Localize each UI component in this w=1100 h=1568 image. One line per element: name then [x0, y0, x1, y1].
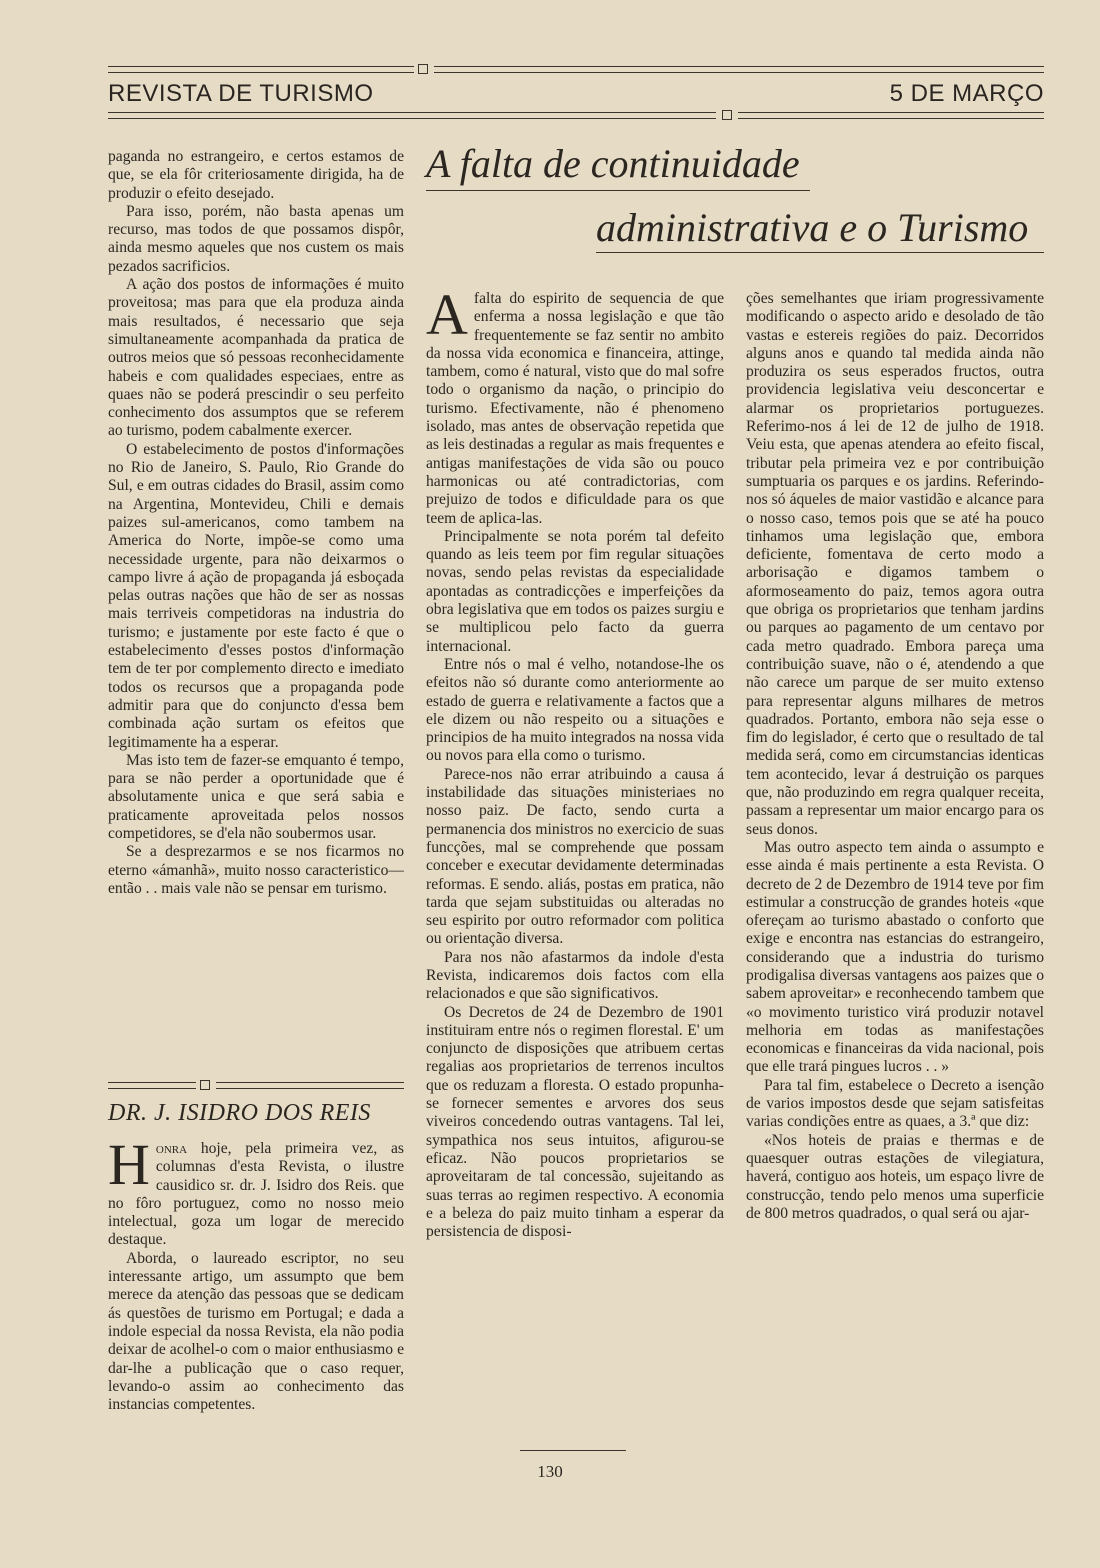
article-title-line2: administrativa e o Turismo [596, 205, 1029, 250]
left-column [108, 148, 404, 898]
section-body [108, 1132, 404, 1414]
section-dropcap: H [108, 1132, 150, 1197]
header-ornament-bottom [722, 110, 732, 120]
paragraph: A ação dos postos de informações é muito proveitosa; mas para que ela produza ainda mais resultados, é necessario que seja simultaneamente acompanhada da pratica de outros meios que só pessoas reconhecidamente habeis e com qualidades especiaes, entre as quaes não se poderá prescindir o seu perfeito conhecimento dos assumptos que se referem ao turismo, podem cabalmente exercer. [108, 276, 404, 440]
middle-column [426, 282, 724, 1241]
article-intro-text: falta do espirito de sequencia de que enferma a nossa legislação e que tão frequentemente se faz sentir no ambito da nossa vida economica e financeira, attinge, tambem, como é natural, visto que do mal sofre todo o organismo da nação, o principio do turismo. Efectivamente, não é phenomeno isolado, mas antes de observação repetida que as leis destinadas a regular as mais frequentes e antigas manifestações de vida são ou pouco harmonicas ou até contradictorias, com prejuizo de todos e dificuldade para os que teem de aplica-las. [426, 290, 724, 527]
section-rule-left [108, 1082, 196, 1089]
paragraph: Mas outro aspecto tem ainda o assumpto e esse ainda é mais pertinente a esta Revista. O decreto de 2 de Dezembro de 1914 teve por fim estimular a construcção de grandes hoteis «que ofereçam ao turismo abastado o conforto que exige e encontra nas estancias do estrangeiro, considerando que a industria do turismo prodigalisa diversas vantagens aos paizes que o sabem aproveitar» e reconhecendo tambem que «o movimento turistico virá produzir notavel melhoria em todas as manifestações economicas e financeiras da vida nacional, pois que elle trará pingues lucros . . » [746, 838, 1044, 1076]
paragraph: Se a desprezarmos e se nos ficarmos no eterno «ámanhã», muito nosso caracteristico—então . . mais vale não se pensar em turismo. [108, 843, 404, 897]
paragraph: Principalmente se nota porém tal defeito quando as leis teem por fim regular situações novas, sendo pelas revistas da especialidade apontadas as contradicções e imperfeições da obra legislativa que em todos os paizes surgiu e se multiplicou pelo facto da guerra internacional. [426, 527, 724, 655]
header-rule-bottom-left [108, 112, 716, 119]
section-intro-text: hoje, pela primeira vez, as columnas d'esta Revista, o ilustre causidico sr. dr. J. Isidro dos Reis. que no fôro portuguez, como no nosso meio intelectual, goza um logar de merecido destaque. [108, 1140, 404, 1249]
issue-date: 5 DE MARÇO [889, 80, 1044, 107]
paragraph: Aborda, o laureado escriptor, no seu interessante artigo, um assumpto que bem merece da atenção das pessoas que se dedicam ás questões de turismo em Portugal; e dada a indole especial da nossa Revista, ela não podia deixar de acolhel-o com o maior enthusiasmo e dar-lhe a publicação que o caso requer, levando-o assim ao conhecimento das instancias competentes. [108, 1249, 404, 1414]
paragraph: Para nos não afastarmos da indole d'esta Revista, indicaremos dois factos com ella relacionados e que são significativos. [426, 948, 724, 1003]
paragraph: paganda no estrangeiro, e certos estamos de que, se ela fôr criteriosamente dirigida, ha de produzir o efeito desejado. [108, 148, 404, 202]
paragraph: O estabelecimento de postos d'informações no Rio de Janeiro, S. Paulo, Rio Grande do Sul, e em outras cidades do Brasil, assim como na Argentina, Montevideu, Chili e demais paizes sul-americanos, como tambem na America do Norte, impõe-se como uma necessidade urgente, para não deixarmos o campo livre á ação de propaganda já esboçada pelas outras nações que hão de ser as nossas mais terriveis competidoras na industria do turismo; e justamente por este facto é que o estabelecimento d'esses postos d'informação tem de ter por complemento directo e imediato todos os recursos que a propaganda pode admitir para que do conjuncto d'essa bem combinada ação surtam os efeitos que legitimamente ha a esperar. [108, 440, 404, 751]
paragraph: «Nos hoteis de praias e thermas e de quaesquer outras estações de vilegiatura, haverá, contiguo aos hoteis, um espaço livre de construcção, tendo pelo menos uma superficie de 800 metros quadrados, o qual será ou ajar- [746, 1131, 1044, 1222]
header-rule-bottom-right [738, 112, 1044, 119]
paragraph: Os Decretos de 24 de Dezembro de 1901 instituiram entre nós o regimen florestal. E' um conjuncto de disposições que atribuem certas regalias aos proprietarios de terrenos incultos que os reduzam a floresta. O estado propunha-se fornecer sementes e arvores dos seus viveiros concedendo outras vantagens. Tal lei, sympathica nos seus intuitos, afigurou-se eficaz. Não poucos proprietarios se aproveitaram de tal concessão, sujeitando as suas terras ao regimen respectivo. A economia e a beleza do paiz muito tinham a esperar da persistencia de disposi- [426, 1003, 724, 1241]
paragraph: Parece-nos não errar atribuindo a causa á instabilidade das situações ministeriaes no nosso paiz. De facto, sendo curta a permanencia dos ministros no exercicio de suas funcções, mal se comprehende que possam conceber e executar devidamente determinadas reformas. E sendo. aliás, postas em pratica, não tarda que sejam substituidas ou alteradas no seu espirito por outro reformador com politica ou orientação diversa. [426, 765, 724, 948]
paragraph: Mas isto tem de fazer-se emquanto é tempo, para se não perder a oportunidade que é absolutamente unica e que será sabia e praticamente aproveitada pelos nossos competidores, se d'ela não soubermos usar. [108, 751, 404, 842]
section-first-word: onra [155, 1140, 188, 1157]
footer-rule [520, 1450, 626, 1451]
section-ornament [200, 1080, 210, 1090]
section-rule-right [216, 1082, 404, 1089]
section-intro-paragraph [108, 1132, 404, 1250]
header-rule-top-left [108, 66, 414, 73]
article-title-line1: A falta de continuidade [426, 141, 800, 186]
page-number: 130 [537, 1462, 563, 1481]
article-intro-paragraph [426, 282, 724, 528]
header-rule-top-right [434, 66, 1044, 73]
paragraph: Para isso, porém, não basta apenas um recurso, mas todos de que possamos dispôr, ainda mesmo aqueles que nos custem os mais pezados sacrificios. [108, 202, 404, 275]
right-column [746, 290, 1044, 1223]
title-rule-1 [426, 190, 810, 191]
paragraph: Entre nós o mal é velho, notandose-lhe os efeitos não só durante como anteriormente ao estado de guerra e relativamente a factos que a ele dizem ou não respeito ou a situações e principios de ha muito integrados na nossa vida ou novos para ella como o turismo. [426, 655, 724, 765]
header-ornament-top [418, 64, 428, 74]
paragraph: Para tal fim, estabelece o Decreto a isenção de varios impostos desde que sejam satisfeitas varias condições entre as quaes, a 3.ª que diz: [746, 1076, 1044, 1131]
title-rule-2 [596, 252, 1044, 253]
section-heading: DR. J. ISIDRO DOS REIS [108, 1100, 371, 1126]
paragraph: ções semelhantes que iriam progressivamente modificando o aspecto arido e desolado de tão vastas e estereis regiões do paiz. Decorridos alguns anos e quando tal medida ainda não produzira os seus esperados fructos, outra providencia legislativa veiu desconcertar e alarmar os proprietarios portuguezes. Referimo-nos á lei de 12 de julho de 1918. Veiu esta, que apenas atendera ao efeito fiscal, tributar pela primeira vez e por contribuição sumptuaria os parques e os jardins. Referindo-nos só áqueles de maior vastidão e alcance para o nosso caso, temos pois que se até ha pouco tinhamos uma legislação que, embora deficiente, fomentava de certo modo a arborisação e digamos tambem o aformoseamento do paiz, temos agora outra que obriga os proprietarios que tenham jardins ou parques ao pagamento de um centavo por cada metro quadrado. Embora pareça uma contribuição suave, não o é, atendendo a que não carece um parque de ser muito extenso para representar alguns milhares de metros quadrados. Portanto, embora não seja esse o fim do legislador, é certo que o resultado de tal medida será, como em circumstancias identicas tem acontecido, levar á destruição os parques que, não produzindo em regra qualquer receita, passam a representar um maior encargo para os seus donos. [746, 290, 1044, 838]
article-dropcap: A [426, 282, 468, 347]
magazine-title: REVISTA DE TURISMO [108, 80, 374, 107]
